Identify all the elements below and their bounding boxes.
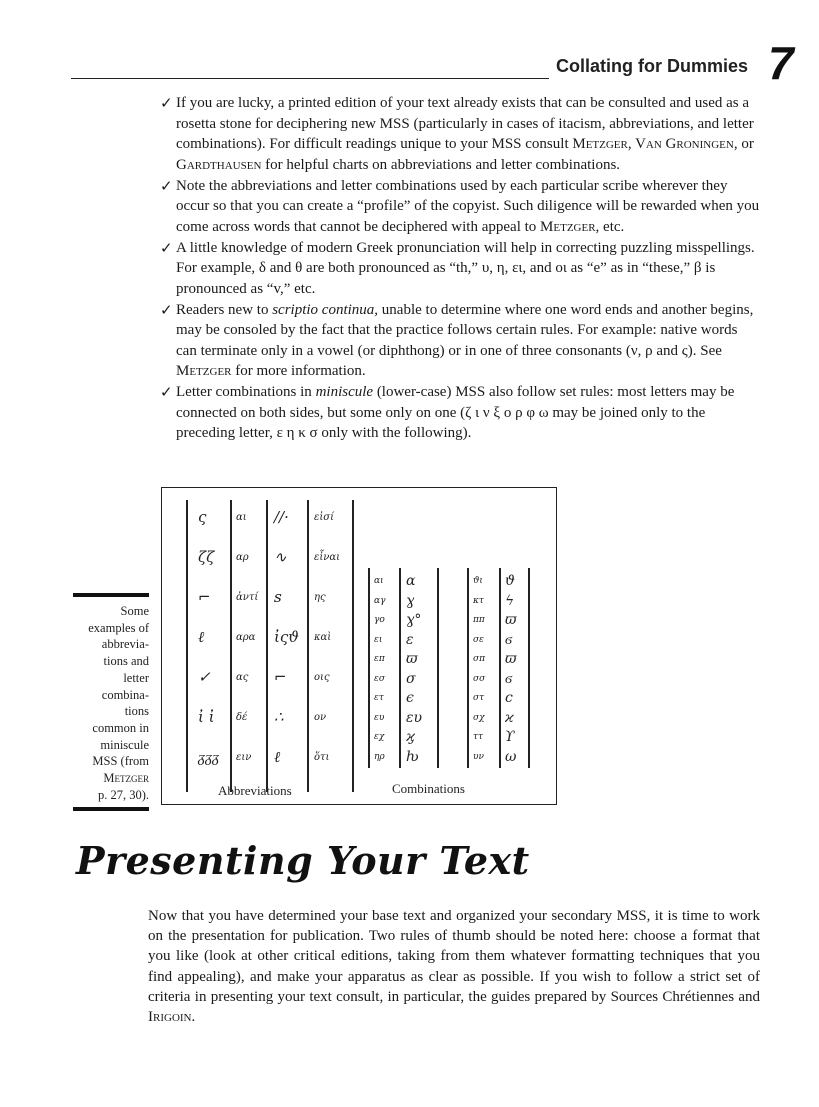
tip-text: Metzger, Van Groningen, <box>572 136 738 152</box>
abbrev-meaning: ειν <box>236 752 252 763</box>
label-combinations: Combinations <box>392 781 465 796</box>
combination-ligature: ω <box>505 748 517 765</box>
body-paragraph-source: Irigoin. <box>148 1009 196 1026</box>
caption-line: Some <box>120 604 149 618</box>
caption-line: examples of <box>88 620 149 635</box>
abbrev-rule-4 <box>307 500 309 792</box>
caption-pages: p. 27, 30). <box>97 787 149 802</box>
combo-a-rule-3 <box>437 568 439 768</box>
combo-b-rule-1 <box>467 568 469 768</box>
combination-ligature: ϑ <box>505 573 516 589</box>
abbrev-meaning: οις <box>314 672 330 683</box>
checkmark-icon: ✓ <box>160 238 173 257</box>
combination-letters: αγ <box>374 595 386 606</box>
abbrev-symbol: ℓ <box>198 628 205 646</box>
abbrev-symbol: ᵹᵹᵹ <box>198 748 220 766</box>
combination-letters: ηρ <box>374 751 385 762</box>
section-heading: Presenting Your Text <box>76 838 530 883</box>
abbrev-symbol: ∿ <box>274 548 287 566</box>
abbrev-meaning: ον <box>314 712 327 723</box>
abbrev-symbol: ς <box>198 508 207 526</box>
caption-line: abbrevia- <box>101 637 149 652</box>
combination-ligature: ϗ <box>406 729 415 745</box>
abbrev-symbol: ⌐ <box>274 668 287 686</box>
tip-text: Readers new to <box>176 301 273 318</box>
tip-text: A little knowledge of modern Greek pronunciation will help in correcting puzzling misspellings. For example, δ and θ are both pronounced as “th,” υ, η, ει, and οι as “e” as in “these,” β is pronounced as “v,” etc. <box>176 239 755 297</box>
caption-line: letter <box>123 670 149 685</box>
abbrev-rule-1 <box>186 500 188 792</box>
checkmark-icon: ✓ <box>160 176 173 195</box>
abbrev-meaning: αι <box>236 512 247 523</box>
combination-ligature: ϖ <box>505 651 517 667</box>
combination-letters: ϑι <box>473 576 483 586</box>
abbrev-meaning: αρα <box>236 632 256 643</box>
combination-letters: ευ <box>374 712 385 723</box>
running-head: Collating for Dummies <box>556 56 749 76</box>
combination-letters: στ <box>473 693 485 703</box>
combination-letters: επ <box>374 654 385 664</box>
abbrev-symbol: ℓ <box>274 748 281 766</box>
combination-ligature: ɛ <box>406 631 414 648</box>
tip-text: unable to determine where one word ends and another begins, may be consoled by the fact that the practice follows certain rules. For example: native words can terminate only in a vowel (or diphthong) or in one of three consonants (ν, ρ and ς). See <box>176 301 754 359</box>
combination-letters: υν <box>473 751 484 762</box>
combination-letters: εσ <box>374 673 385 684</box>
abbrev-meaning: αρ <box>236 552 249 563</box>
tip-item <box>160 176 760 238</box>
combination-ligature: ɣ° <box>406 612 422 628</box>
combo-a-rule-1 <box>368 568 370 768</box>
caption-source: Metzger <box>103 771 149 786</box>
caption-line: tions and <box>103 654 149 669</box>
abbrev-symbol: ꜱ <box>274 588 282 606</box>
abbrev-symbol: ✓ <box>198 668 211 686</box>
abbrev-symbol: ⌐ <box>198 588 211 606</box>
tip-text: for more information. <box>231 363 366 379</box>
script-figure <box>161 487 557 805</box>
tip-text: (lower-case) MSS also follow set rules: most letters may be connected on both sides, but some only on one (ζ ι ν ξ ο ρ φ ω may be joined only to the preceding letter, ε η κ σ only with the following). <box>176 384 735 441</box>
tips-list <box>160 93 760 444</box>
abbrev-meaning: ης <box>314 592 326 603</box>
tip-item <box>160 382 760 444</box>
combination-ligature: ϖ <box>406 651 418 667</box>
combination-letters: ει <box>374 634 383 645</box>
caption-line: tions <box>124 704 149 719</box>
checkmark-icon: ✓ <box>160 94 173 112</box>
combination-ligature: ϵ <box>406 690 414 706</box>
abbrev-rule-2 <box>230 500 232 792</box>
combination-ligature: ϭ <box>505 670 512 687</box>
combination-ligature: σ <box>406 670 416 687</box>
tip-item <box>160 238 760 300</box>
combination-ligature: ϰ <box>505 709 514 726</box>
combination-ligature: ƕ <box>406 748 420 765</box>
header-rule <box>71 78 549 79</box>
caption-line: miniscule <box>100 737 149 752</box>
combination-letters: εχ <box>374 732 385 742</box>
checkmark-icon: ✓ <box>160 300 173 319</box>
abbrev-meaning: δέ <box>236 712 248 723</box>
tip-text: or <box>737 136 754 152</box>
combination-ligature: ϲ <box>505 690 513 706</box>
combination-ligature: ϭ <box>505 631 512 648</box>
tip-text: If you are lucky, a printed edition of your text already exists that can be consulted and used as a rosetta stone for deciphering new MSS (particularly in cases of itacism, abbreviations, and letter combinations). For difficult readings unique to your MSS consult <box>176 95 754 152</box>
tip-text: Note the abbreviations and letter combinations used by each particular scribe wherever they occur so that you can create a “profile” of the copyist. Such diligence will be rewarded when you come across words that cannot be deciphered with appeal to <box>176 177 760 235</box>
combination-letters: σπ <box>473 654 486 664</box>
combo-b-rule-2 <box>499 568 501 768</box>
combo-b-rule-3 <box>528 568 530 768</box>
tip-text: Metzger <box>540 218 596 235</box>
caption-line: combina- <box>101 687 149 702</box>
body-paragraph-text: Now that you have determined your base text and organized your secondary MSS, it is time to work on the presentation for publication. Two rules of thumb should be noted here: choose a format that you like (look at other critical editions, taking from them whatever formatting techniques that you find appealing), and make your apparatus as clear as possible. If you wish to follow a strict set of criteria in presenting your text consult, in particular, the guides prepared by Sources Chrétiennes and <box>148 908 760 1005</box>
tip-item <box>160 300 760 382</box>
abbrev-symbol: ἰςϑ <box>274 628 300 646</box>
combination-letters: ετ <box>374 693 384 703</box>
combination-ligature: ϖ <box>505 612 517 628</box>
abbrev-rule-5 <box>352 500 354 792</box>
abbrev-rule-3 <box>266 500 268 792</box>
body-paragraph <box>148 906 760 1027</box>
caption-text <box>73 603 149 770</box>
combination-letters: γο <box>374 615 385 625</box>
combination-ligature: ɑ <box>406 573 416 589</box>
combination-letters: σε <box>473 634 484 645</box>
abbrev-symbol: ἰ ἰ <box>198 708 215 726</box>
abbrev-symbol: //· <box>274 508 289 526</box>
combination-letters: αι <box>374 576 384 586</box>
tip-text: Gardthausen <box>176 156 262 173</box>
combo-a-rule-2 <box>399 568 401 768</box>
combination-letters: σσ <box>473 673 486 684</box>
abbrev-symbol: ζζ <box>198 548 215 566</box>
tip-text: scriptio continua, <box>272 301 379 318</box>
checkmark-icon: ✓ <box>160 383 173 401</box>
abbrev-meaning: εἶναι <box>314 552 341 563</box>
combination-letters: σχ <box>473 712 485 723</box>
tip-item <box>160 93 760 175</box>
abbrev-meaning: καὶ <box>314 632 332 643</box>
combination-ligature: ϒ <box>505 729 515 745</box>
abbrev-symbol: ∴ <box>274 708 284 726</box>
page-number: 7 <box>768 37 794 89</box>
combination-letters: ππ <box>473 615 485 625</box>
combination-ligature: ɛυ <box>406 709 423 726</box>
tip-text: , etc. <box>595 218 625 235</box>
combination-ligature: ϟ <box>505 592 515 609</box>
caption-line: common in <box>92 720 149 735</box>
tip-text: Metzger <box>176 363 232 379</box>
tip-text: for helpful charts on abbreviations and letter combinations. <box>261 156 621 173</box>
combination-letters: κτ <box>473 595 484 606</box>
label-abbreviations: Abbreviations <box>218 783 292 798</box>
combination-ligature: ɣ <box>406 592 415 609</box>
figure-caption <box>73 593 149 811</box>
abbrev-meaning: ας <box>236 672 249 683</box>
abbrev-meaning: ὅτι <box>314 752 330 763</box>
abbrev-meaning: εἰσί <box>314 512 335 523</box>
tip-text: miniscule <box>315 384 374 400</box>
abbrev-meaning: ἀντί <box>236 592 259 603</box>
caption-line: MSS (from <box>92 754 149 769</box>
combination-letters: ττ <box>473 732 483 742</box>
tip-text: Letter combinations in <box>176 384 316 400</box>
